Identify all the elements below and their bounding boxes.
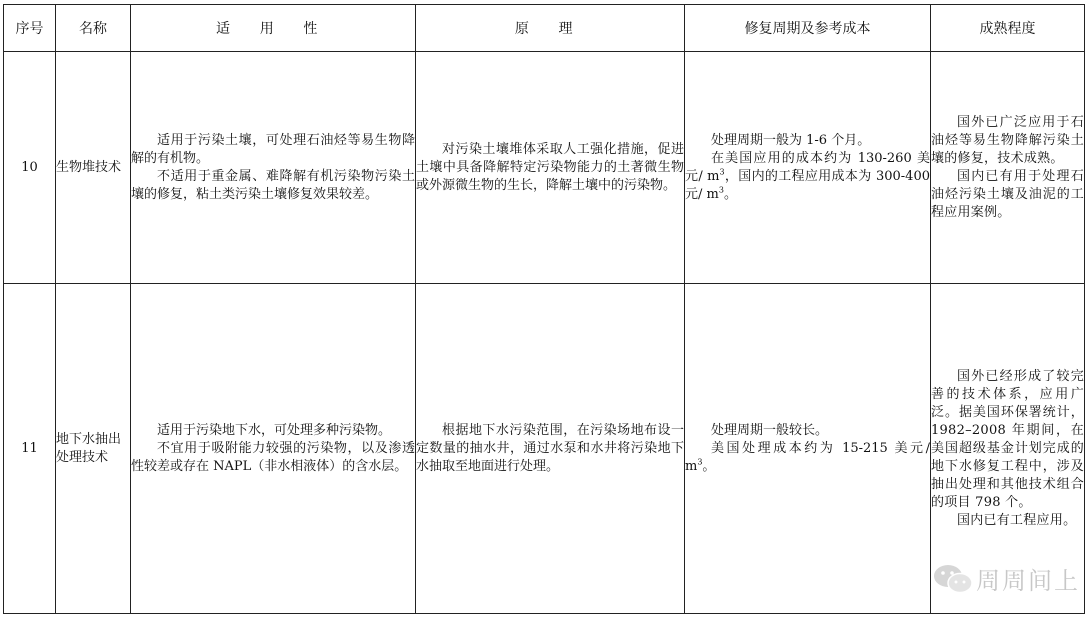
header-no: 序号 [4, 5, 56, 52]
cycle-para: 处理周期一般为 1-6 个月。 [711, 132, 871, 148]
row-maturity [931, 52, 1085, 284]
row-principle [416, 52, 685, 284]
maturity-para: 国内已有工程应用。 [957, 512, 1077, 528]
cost-para: 在美国应用的成本约为 130-260 美元/ $m^3$，国内的工程应用成本为 300-400 元/ $m^3$。 [685, 150, 930, 202]
applicability-para: 适用于污染土壤，可处理石油烃等易生物降解的有机物。 [131, 132, 415, 166]
row-applicability [131, 52, 416, 284]
row-maturity [931, 284, 1085, 614]
table-row [4, 284, 1085, 614]
header-applicability: 适 用 性 [131, 5, 416, 52]
header-cycle-cost: 修复周期及参考成本 [685, 5, 931, 52]
table-header-row [4, 5, 1085, 52]
maturity-para: 国内已有用于处理石油烃污染土壤及油泥的工程应用案例。 [931, 168, 1084, 220]
header-maturity: 成熟程度 [931, 5, 1085, 52]
row-applicability [131, 284, 416, 614]
header-principle: 原 理 [416, 5, 685, 52]
remediation-technology-table [3, 4, 1085, 614]
row-cycle-cost [685, 52, 931, 284]
row-cycle-cost [685, 284, 931, 614]
cycle-para: 处理周期一般较长。 [711, 422, 829, 438]
row-principle [416, 284, 685, 614]
principle-para: 对污染土壤堆体采取人工强化措施，促进土壤中具备降解特定污染物能力的土著微生物或外源微生物的生长，降解土壤中的污染物。 [416, 141, 684, 193]
maturity-para: 国外已广泛应用于石油烃等易生物降解污染土壤的修复，技术成熟。 [931, 114, 1084, 166]
row-no: 10 [4, 52, 56, 284]
applicability-para: 适用于污染地下水，可处理多种污染物。 [157, 422, 392, 438]
principle-para: 根据地下水污染范围，在污染场地布设一定数量的抽水井，通过水泵和水井将污染地下水抽取至地面进行处理。 [416, 422, 684, 474]
maturity-para: 国外已经形成了较完善的技术体系，应用广泛。据美国环保署统计，1982–2008 年期间，在美国超级基金计划完成的地下水修复工程中，涉及抽出处理和其他技术组合的项目 798 个。 [931, 368, 1084, 510]
applicability-para: 不宜用于吸附能力较强的污染物，以及渗透性较差或存在 NAPL（非水相液体）的含水层。 [131, 440, 415, 474]
cost-para: 美国处理成本约为 15-215 美元/ $m^3$。 [685, 440, 930, 474]
table-row [4, 52, 1085, 284]
row-name: 生物堆技术 [56, 52, 131, 284]
applicability-para: 不适用于重金属、难降解有机污染物污染土壤的修复，粘土类污染土壤修复效果较差。 [131, 168, 415, 202]
watermark-text: 周周间上 [976, 567, 1080, 595]
header-name: 名称 [56, 5, 131, 52]
row-no: 11 [4, 284, 56, 614]
row-name: 地下水抽出处理技术 [56, 284, 131, 614]
